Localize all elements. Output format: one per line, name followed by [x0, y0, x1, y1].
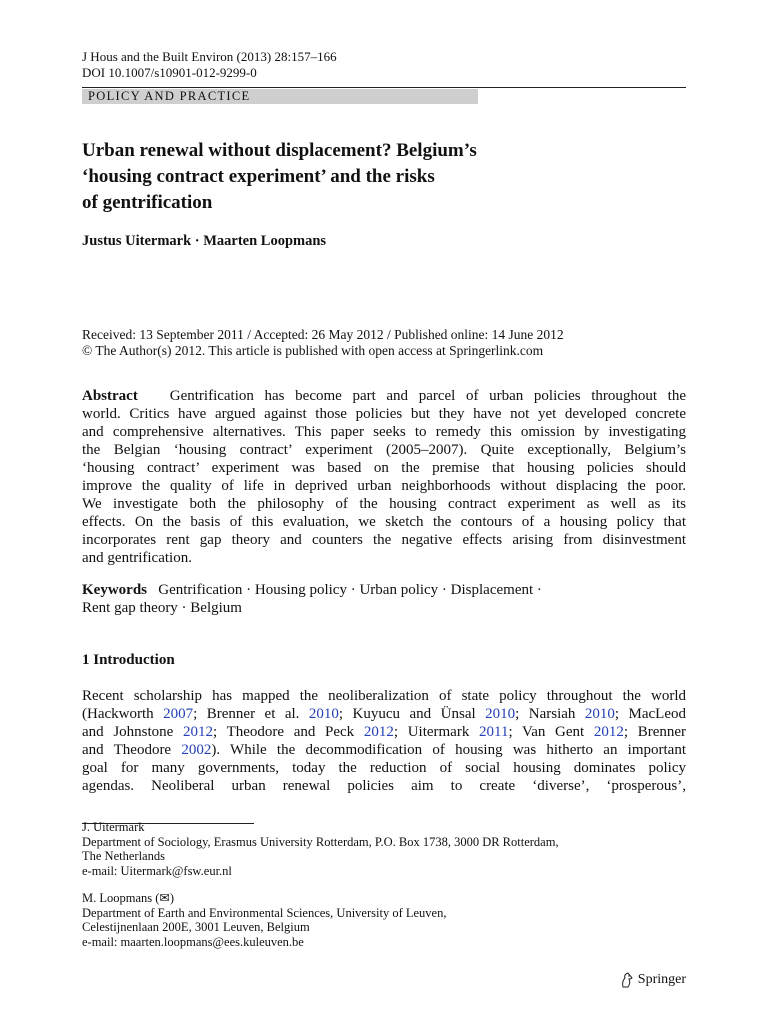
publisher-logo	[620, 972, 686, 988]
abstract-line: and comprehensive alternatives. This paper seeks to remedy this omission by investigating	[82, 424, 686, 440]
title-line: ‘housing contract experiment’ and the risks	[82, 166, 435, 187]
affiliation-email: e-mail: maarten.loopmans@ees.kuleuven.be	[82, 934, 304, 949]
abstract-line: improve the quality of life in deprived urban neighborhoods without displacing the poor.	[82, 478, 686, 494]
intro-line: goal for many governments, today the reduction of social housing dominates policy	[82, 760, 686, 776]
keywords-label: Keywords	[82, 582, 147, 598]
intro-line: and Theodore 2002). While the decommodification of housing was hitherto an important	[82, 742, 686, 758]
affiliation-email: e-mail: Uitermark@fsw.eur.nl	[82, 863, 232, 878]
citation-link[interactable]: 2010	[485, 706, 516, 722]
section-label: POLICY AND PRACTICE	[82, 89, 478, 104]
springer-horse-icon	[620, 972, 634, 988]
affiliation-line: Department of Earth and Environmental Sciences, University of Leuven,	[82, 905, 447, 920]
publication-dates	[82, 327, 686, 359]
affiliation-loopmans	[82, 891, 686, 949]
affiliation-uitermark	[82, 820, 686, 878]
intro-line: and Johnstone 2012; Theodore and Peck 2012; Uitermark 2011; Van Gent 2012; Brenner	[82, 724, 687, 740]
article-title	[82, 138, 686, 216]
citation-link[interactable]: 2011	[479, 724, 509, 740]
affiliation-line: Department of Sociology, Erasmus University Rotterdam, P.O. Box 1738, 3000 DR Rotterdam,	[82, 834, 559, 849]
citation-link[interactable]: 2002	[181, 742, 212, 758]
affiliation-line: Celestijnenlaan 200E, 3001 Leuven, Belgium	[82, 920, 310, 935]
copyright-line: © The Author(s) 2012. This article is published with open access at Springerlink.com	[82, 343, 544, 358]
abstract-line: ‘housing contract’ experiment was based on the premise that housing policies should	[82, 460, 686, 476]
abstract-line: the Belgian ‘housing contract’ experiment (2005–2007). Quite exceptionally, Belgium’s	[82, 442, 686, 458]
section-heading-introduction: 1 Introduction	[82, 652, 175, 668]
keywords	[82, 581, 686, 617]
citation-link[interactable]: 2012	[363, 724, 394, 740]
keywords-line: Keywords Gentrification · Housing policy · Urban policy · Displacement ·	[82, 582, 542, 598]
intro-line: Recent scholarship has mapped the neoliberalization of state policy throughout the world	[82, 688, 686, 704]
citation-link[interactable]: 2010	[308, 706, 339, 722]
intro-line: agendas. Neoliberal urban renewal policies aim to create ‘diverse’, ‘prosperous’,	[82, 778, 686, 794]
affiliation-line: The Netherlands	[82, 849, 165, 864]
dates-line: Received: 13 September 2011 / Accepted: 26 May 2012 / Published online: 14 June 2012	[82, 327, 564, 342]
publisher-name: Springer	[637, 972, 686, 987]
affiliation-name: M. Loopmans (✉)	[82, 891, 175, 905]
citation-link[interactable]: 2010	[584, 706, 615, 722]
journal-doi: DOI 10.1007/s10901-012-9299-0	[82, 65, 257, 80]
citation-link[interactable]: 2012	[183, 724, 213, 740]
citation-link[interactable]: 2012	[593, 724, 624, 740]
abstract-line: incorporates rent gap theory and counters the negative effects arising from disinvestment	[82, 532, 686, 548]
introduction-body	[82, 687, 686, 795]
abstract-line: and gentrification.	[82, 550, 192, 566]
abstract-line: effects. On the basis of this evaluation, we sketch the contours of a housing policy that	[82, 514, 686, 530]
abstract-label: Abstract	[82, 388, 138, 404]
keywords-line: Rent gap theory · Belgium	[82, 600, 242, 616]
title-line: of gentrification	[82, 192, 213, 213]
abstract-line: world. Critics have argued against those policies but they have not yet developed concrete	[82, 406, 686, 422]
abstract-line: Abstract Gentrification has become part and parcel of urban policies throughout the	[82, 388, 686, 404]
affiliation-name: J. Uitermark	[82, 820, 145, 834]
intro-line: (Hackworth 2007; Brenner et al. 2010; Kuyucu and Ünsal 2010; Narsiah 2010; MacLeod	[82, 706, 687, 722]
title-line: Urban renewal without displacement? Belgium’s	[82, 140, 477, 161]
journal-header	[82, 49, 686, 81]
header-rule	[82, 87, 686, 88]
abstract	[82, 387, 686, 567]
abstract-line: We investigate both the philosophy of the housing contract experiment as well as its	[82, 496, 686, 512]
journal-citation: J Hous and the Built Environ (2013) 28:157–166	[82, 49, 337, 64]
citation-link[interactable]: 2007	[163, 706, 194, 722]
authors: Justus Uitermark · Maarten Loopmans	[82, 233, 327, 249]
